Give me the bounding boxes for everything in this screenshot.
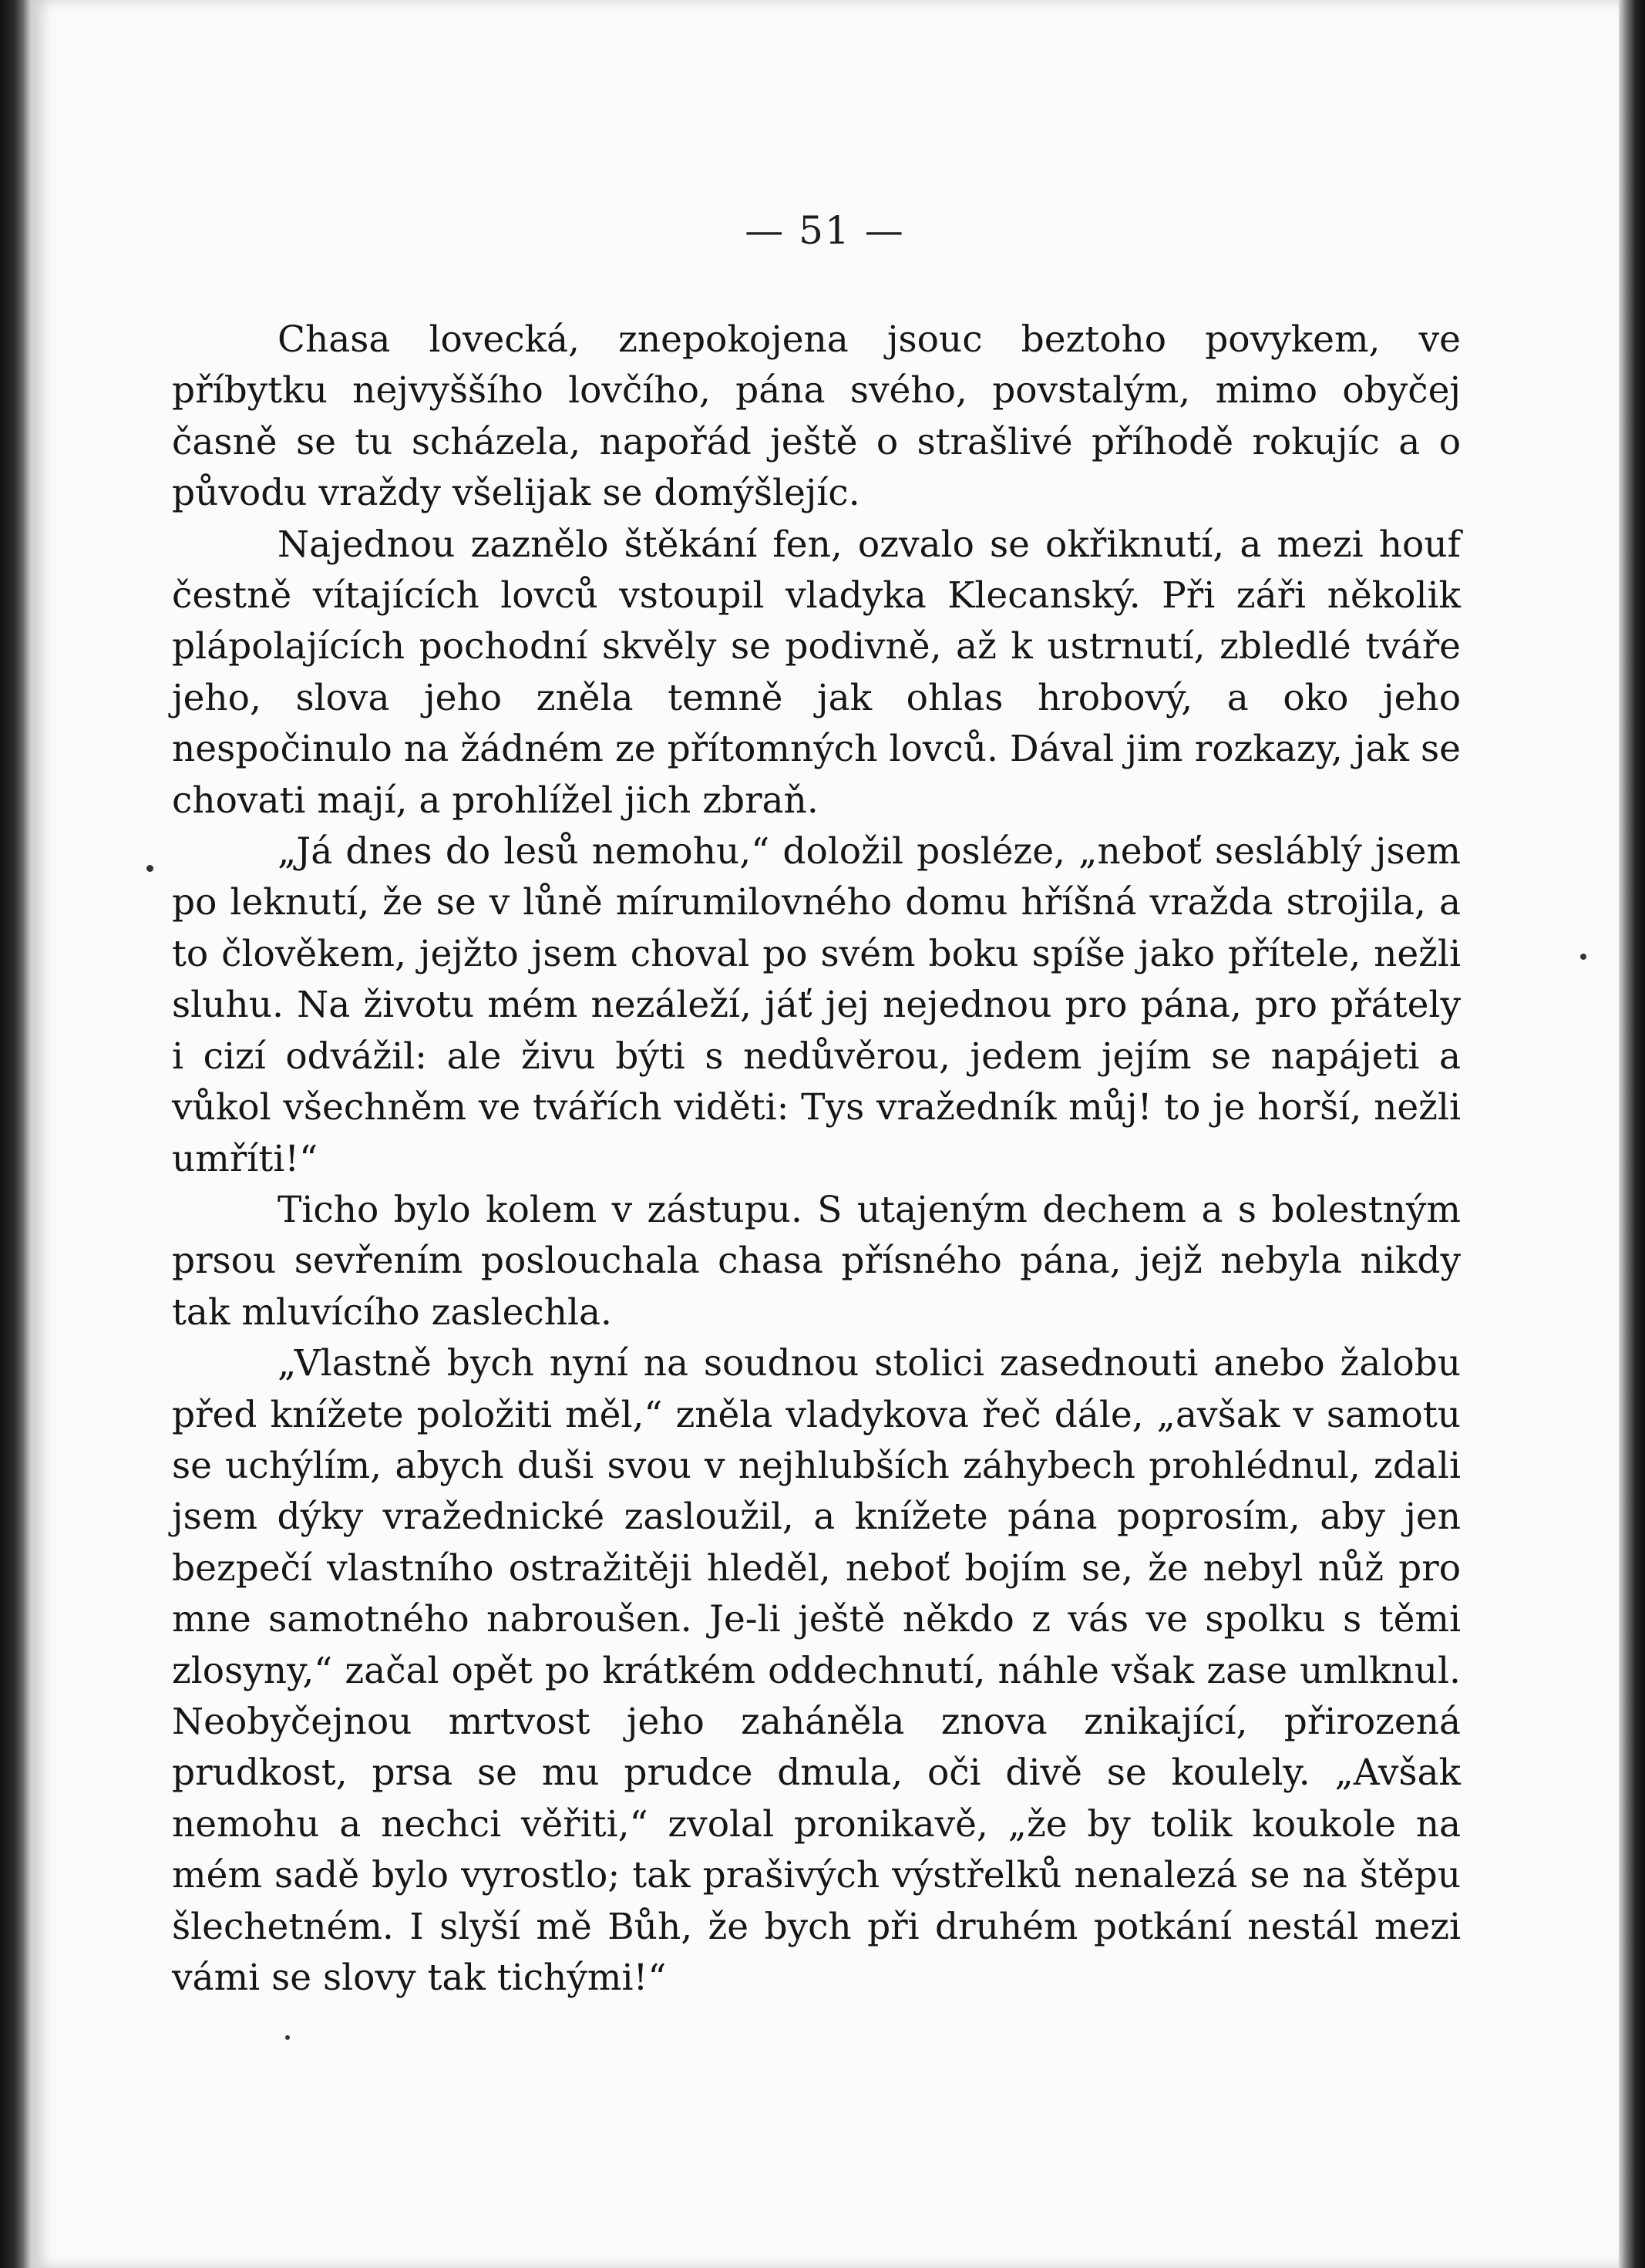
page-number: — 51 — [745, 208, 905, 253]
paragraph-5: „Vlastně bych nyní na soudnou stolici zasednouti anebo žalobu před knížete položiti měl,“ zněla vladykova řeč dále, „avšak v samotu se uchýlím, abych duši svou v nejhlubších záhybech prohlédnul, zdali jsem dýky vražednické zasloužil, a knížete pána poprosím, aby jen bezpečí vlastního ostražitěji hleděl, neboť bojím se, že nebyl nůž pro mne samotného nabroušen. Je-li ještě někdo z vás ve spolku s těmi zlosyny,“ začal opět po krátkém oddechnutí, náhle však zase umlknul. Neobyčejnou mrtvost jeho zaháněla znova znikající, přirozená prudkost, prsa se mu prudce dmula, oči divě se koulely. „Avšak nemohu a nechci věřiti,“ zvolal pronikavě, „že by tolik koukole na mém sadě bylo vyrostlo; tak prašivých výstřelků nenalezá se na štěpu šlechetném. I slyší mě Bůh, že bych při druhém potkání nestál mezi vámi se slovy tak tichými!“ [172, 1342, 1461, 1999]
print-speck [285, 2035, 290, 2040]
body-text [172, 315, 1461, 2004]
paragraph-1: Chasa lovecká, znepokojena jsouc beztoho povykem, ve příbytku nejvyššího lovčího, pána svého, povstalým, mimo obyčej časně se tu scházela, napořád ještě o strašlivé příhodě rokujíc a o původu vraždy všelijak se domýšlejíc. [172, 318, 1461, 515]
print-speck [1580, 954, 1586, 960]
scan-edge-left [0, 0, 31, 2268]
print-speck [146, 865, 153, 872]
paragraph-3: „Já dnes do lesů nemohu,“ doložil posléze, „neboť sesláblý jsem po leknutí, že se v lůně mírumilovného domu hříšná vražda strojila, a to člověkem, jejžto jsem choval po svém boku spíše jako přítele, nežli sluhu. Na životu mém nezáleží, jáť jej nejednou pro pána, pro přátely i cizí odvážil: ale živu býti s nedůvěrou, jedem jejím se napájeti a vůkol všechněm ve tvářích viděti: Tys vražedník můj! to je horší, nežli umříti!“ [172, 830, 1461, 1180]
book-page [31, 0, 1619, 2268]
paragraph-2: Najednou zaznělo štěkání fen, ozvalo se okřiknutí, a mezi houf čestně vítajících lovců vstoupil vladyka Klecanský. Při záři několik plápolajících pochodní skvěly se podivně, až k ustrnutí, zbledlé tváře jeho, slova jeho zněla temně jak ohlas hrobový, a oko jeho nespočinulo na žádném ze přítomných lovců. Dával jim rozkazy, jak se chovati mají, a prohlížel jich zbraň. [172, 523, 1461, 822]
scan-edge-right [1619, 0, 1645, 2268]
paragraph-4: Ticho bylo kolem v zástupu. S utajeným dechem a s bolestným prsou sevřením poslouchala chasa přísného pána, jejž nebyla nikdy tak mluvícího zaslechla. [172, 1188, 1461, 1334]
